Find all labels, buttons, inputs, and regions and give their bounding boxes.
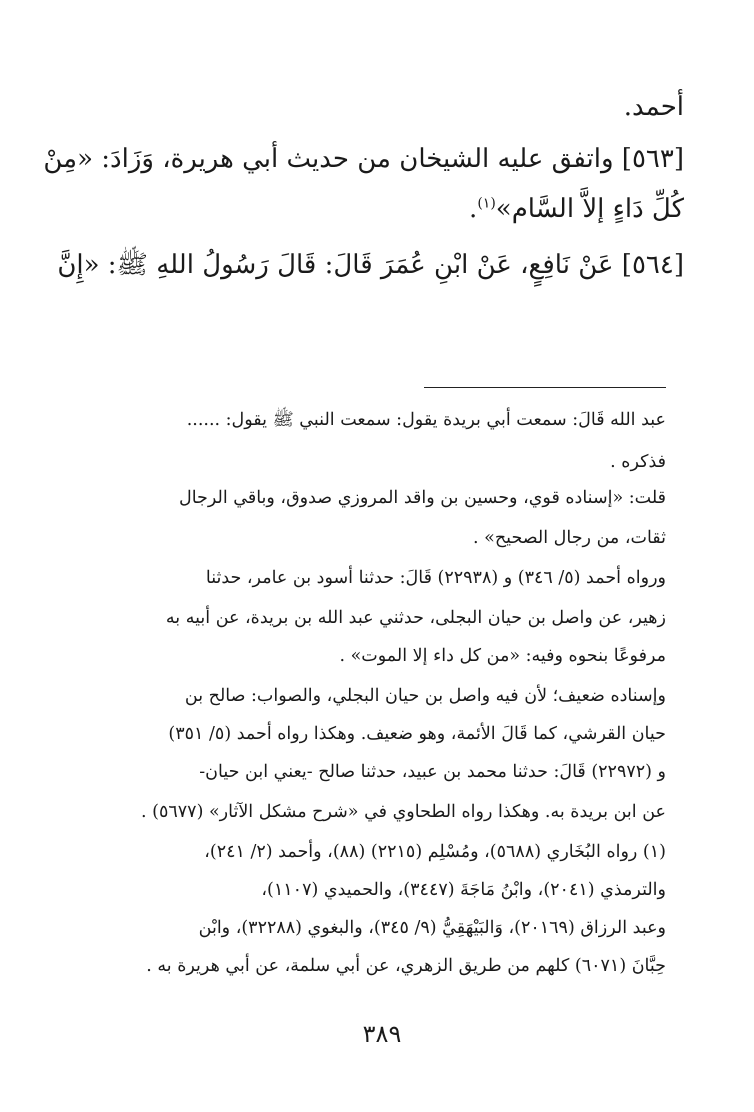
footnote-line: عن ابن بريدة به. وهكذا رواه الطحاوي في «شرح مشكل الآثار» (٥٦٧٧) . bbox=[141, 802, 666, 822]
footnote-1-line: (١) رواه البُخَاري (٥٦٨٨)، ومُسْلِم (٢٢١٥) (٨٨)، وأحمد (٢/ ٢٤١)، bbox=[204, 842, 666, 862]
footnote-line: مرفوعًا بنحوه وفيه: «من كل داء إلا الموت» . bbox=[339, 646, 666, 666]
footnote-line: و (٢٢٩٧٢) قَالَ: حدثنا محمد بن عبيد، حدثنا صالح -يعني ابن حيان- bbox=[199, 762, 666, 782]
footnote-1-line: والترمذي (٢٠٤١)، وابْنُ مَاجَةَ (٣٤٤٧)، والحميدي (١١٠٧)، bbox=[261, 880, 666, 900]
footnote-line: حيان القرشي، كما قَالَ الأئمة، وهو ضعيف. وهكذا رواه أحمد (٥/ ٣٥١) bbox=[168, 724, 666, 744]
footnote-1-line: حِبَّانَ (٦٠٧١) كلهم من طريق الزهري، عن أبي سلمة، عن أبي هريرة به . bbox=[146, 956, 666, 976]
hadith-563-line: [٥٦٣] واتفق عليه الشيخان من حديث أبي هريرة، وَزَادَ: «مِنْ bbox=[43, 144, 684, 174]
footnote-line: وإسناده ضعيف؛ لأن فيه واصل بن حيان البجلي، والصواب: صالح بن bbox=[184, 686, 666, 706]
page-number: ٣٨٩ bbox=[362, 1020, 402, 1048]
footnote-line: ثقات، من رجال الصحيح» . bbox=[473, 528, 666, 548]
footnote-line: ورواه أحمد (٥/ ٣٤٦) و (٢٢٩٣٨) قَالَ: حدثنا أسود بن عامر، حدثنا bbox=[205, 568, 666, 588]
footnote-line: عبد الله قَالَ: سمعت أبي بريدة يقول: سمعت النبي ﷺ يقول: ...... bbox=[186, 410, 666, 430]
hadith-564-line: [٥٦٤] عَنْ نَافِعٍ، عَنْ ابْنِ عُمَرَ قَالَ: قَالَ رَسُولُ اللهِ ﷺ: «إِنَّ bbox=[57, 250, 684, 280]
footnote-reference: (١) bbox=[477, 195, 496, 212]
sentence-end: . bbox=[469, 194, 478, 224]
footnote-line: قلت: «إسناده قوي، وحسين بن واقد المروزي صدوق، وباقي الرجال bbox=[178, 488, 666, 508]
footnote-1-line: وعبد الرزاق (٢٠١٦٩)، وَالبَيْهَقِيُّ (٩/ ٣٤٥)، والبغوي (٣٢٢٨٨)، وابْن bbox=[198, 918, 666, 938]
footnote-separator bbox=[424, 387, 666, 388]
main-text-line bbox=[66, 196, 684, 222]
footnote-line: زهير، عن واصل بن حيان البجلى، حدثني عبد الله بن بريدة، عن أبيه به bbox=[165, 608, 666, 628]
main-text-line: أحمد. bbox=[623, 92, 684, 122]
hadith-563-continuation: كُلِّ دَاءٍ إلاَّ السَّام» bbox=[495, 194, 684, 224]
footnote-line: فذكره . bbox=[610, 452, 666, 472]
